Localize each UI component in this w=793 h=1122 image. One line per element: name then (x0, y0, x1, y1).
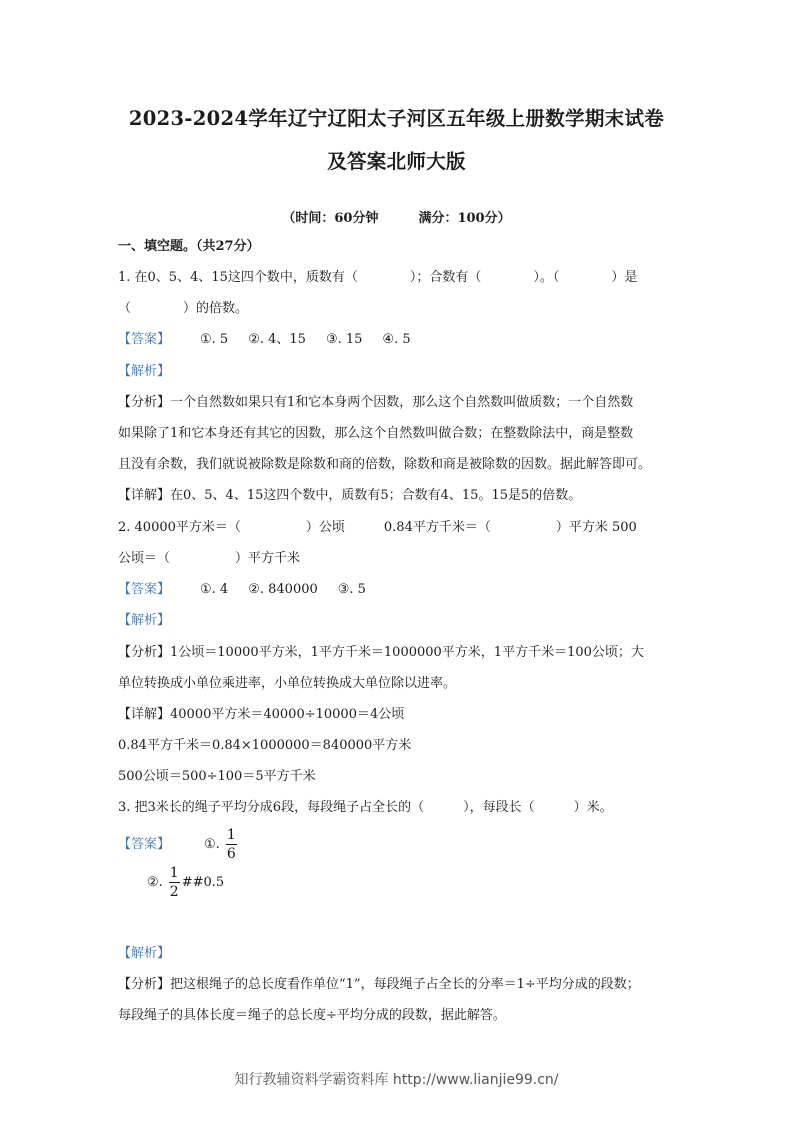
fenxi-tag: 【分析】 (118, 977, 171, 992)
answer-item: ④. 5 (382, 332, 411, 347)
q1-text-line2: （ ）的倍数。 (118, 301, 249, 316)
q2-fenxi-line2: 单位转换成小单位乘进率，小单位转换成大单位除以进率。 (118, 676, 457, 691)
answer-suffix: ##0.5 (181, 874, 225, 890)
q3-fenxi-line1 (118, 975, 678, 995)
answer-item: ②. 840000 (248, 582, 318, 597)
time-limit: （时间：60分钟 (282, 211, 379, 226)
fenxi-tag: 【分析】 (118, 395, 171, 410)
q1-jiexi-tag: 【解析】 (118, 364, 171, 379)
xiangjie-tag: 【详解】 (118, 707, 171, 722)
section-heading: 一、填空题。（共27分） (118, 239, 260, 254)
q3-jiexi-tag: 【解析】 (118, 946, 171, 961)
fenxi-text: 1公顷＝10000平方米，1平方千米＝1000000平方米，1平方千米＝100公顷；大 (170, 645, 644, 660)
q1-xiangjie (118, 486, 678, 506)
answer-tag: 【答案】 (118, 582, 171, 597)
footer-watermark: 知行教辅资料学霸资料库 http://www.lianjie99.cn/ (234, 1072, 559, 1088)
answer-label: ①. (204, 836, 220, 852)
q1-answer (118, 330, 678, 350)
xiangjie-text: 40000平方米＝40000÷10000＝4公顷 (170, 707, 405, 722)
q3-answer-1 (118, 826, 678, 866)
answer-item: ①. 4 (200, 582, 229, 597)
full-score: 满分：100分） (418, 211, 511, 226)
fraction-one-sixth (226, 826, 237, 863)
answer-item: ③. 5 (337, 582, 366, 597)
answer-item: ①. 5 (200, 332, 229, 347)
q1-fenxi-line2: 如果除了1和它本身还有其它的因数，那么这个自然数叫做合数；在整数除法中，商是整数 (118, 426, 634, 441)
q2-xiangjie-line3: 500公顷＝500÷100＝5平方千米 (118, 769, 316, 784)
exam-meta (0, 207, 793, 226)
q2-fenxi-line1 (118, 643, 678, 663)
answer-item: ②. 4、15 (248, 332, 306, 347)
fenxi-tag: 【分析】 (118, 645, 171, 660)
answer-label: ②. (147, 874, 163, 890)
fenxi-text: 把这根绳子的总长度看作单位“1”，每段绳子占全长的分率＝1÷平均分成的段数； (170, 977, 640, 992)
q2-text-line2: 公顷＝（ ）平方千米 (118, 551, 301, 566)
fenxi-text: 一个自然数如果只有1和它本身两个因数，那么这个自然数叫做质数；一个自然数 (170, 395, 634, 410)
fraction-numerator: 1 (226, 827, 236, 843)
xiangjie-tag: 【详解】 (118, 488, 171, 503)
answer-tag: 【答案】 (118, 836, 171, 852)
fraction-denominator: 6 (226, 846, 236, 862)
q3-answer-2 (147, 864, 707, 904)
q3-text-line1: 3. 把3米长的绳子平均分成6段，每段绳子占全长的（ ），每段长（ ）米。 (118, 800, 613, 815)
q2-xiangjie-line1 (118, 705, 678, 725)
fraction-denominator: 2 (169, 884, 179, 900)
q1-text-line1: 1. 在0、5、4、15这四个数中，质数有（ ）；合数有（ ）。（ ）是 (118, 270, 638, 285)
q1-fenxi-line1 (118, 393, 678, 413)
q2-xiangjie-line2: 0.84平方千米＝0.84×1000000＝840000平方米 (118, 738, 412, 753)
q2-text-line1: 2. 40000平方米＝（ ）公顷 0.84平方千米＝（ ）平方米 500 (118, 520, 637, 535)
page-title-line1: 2023-2024学年辽宁辽阳太子河区五年级上册数学期末试卷 (128, 107, 665, 130)
answer-item: ③. 15 (325, 332, 363, 347)
fraction-numerator: 1 (169, 865, 179, 881)
q1-fenxi-line3: 且没有余数，我们就说被除数是除数和商的倍数，除数和商是被除数的因数。据此解答即可。 (118, 457, 652, 472)
answer-tag: 【答案】 (118, 332, 171, 347)
page-title-line2: 及答案北师大版 (327, 150, 466, 173)
q2-answer (118, 580, 678, 600)
q2-jiexi-tag: 【解析】 (118, 613, 171, 628)
xiangjie-text: 在0、5、4、15这四个数中，质数有5；合数有4、15。15是5的倍数。 (170, 488, 582, 503)
fraction-one-half (169, 864, 180, 901)
q3-fenxi-line2: 每段绳子的具体长度＝绳子的总长度÷平均分成的段数，据此解答。 (118, 1008, 506, 1023)
